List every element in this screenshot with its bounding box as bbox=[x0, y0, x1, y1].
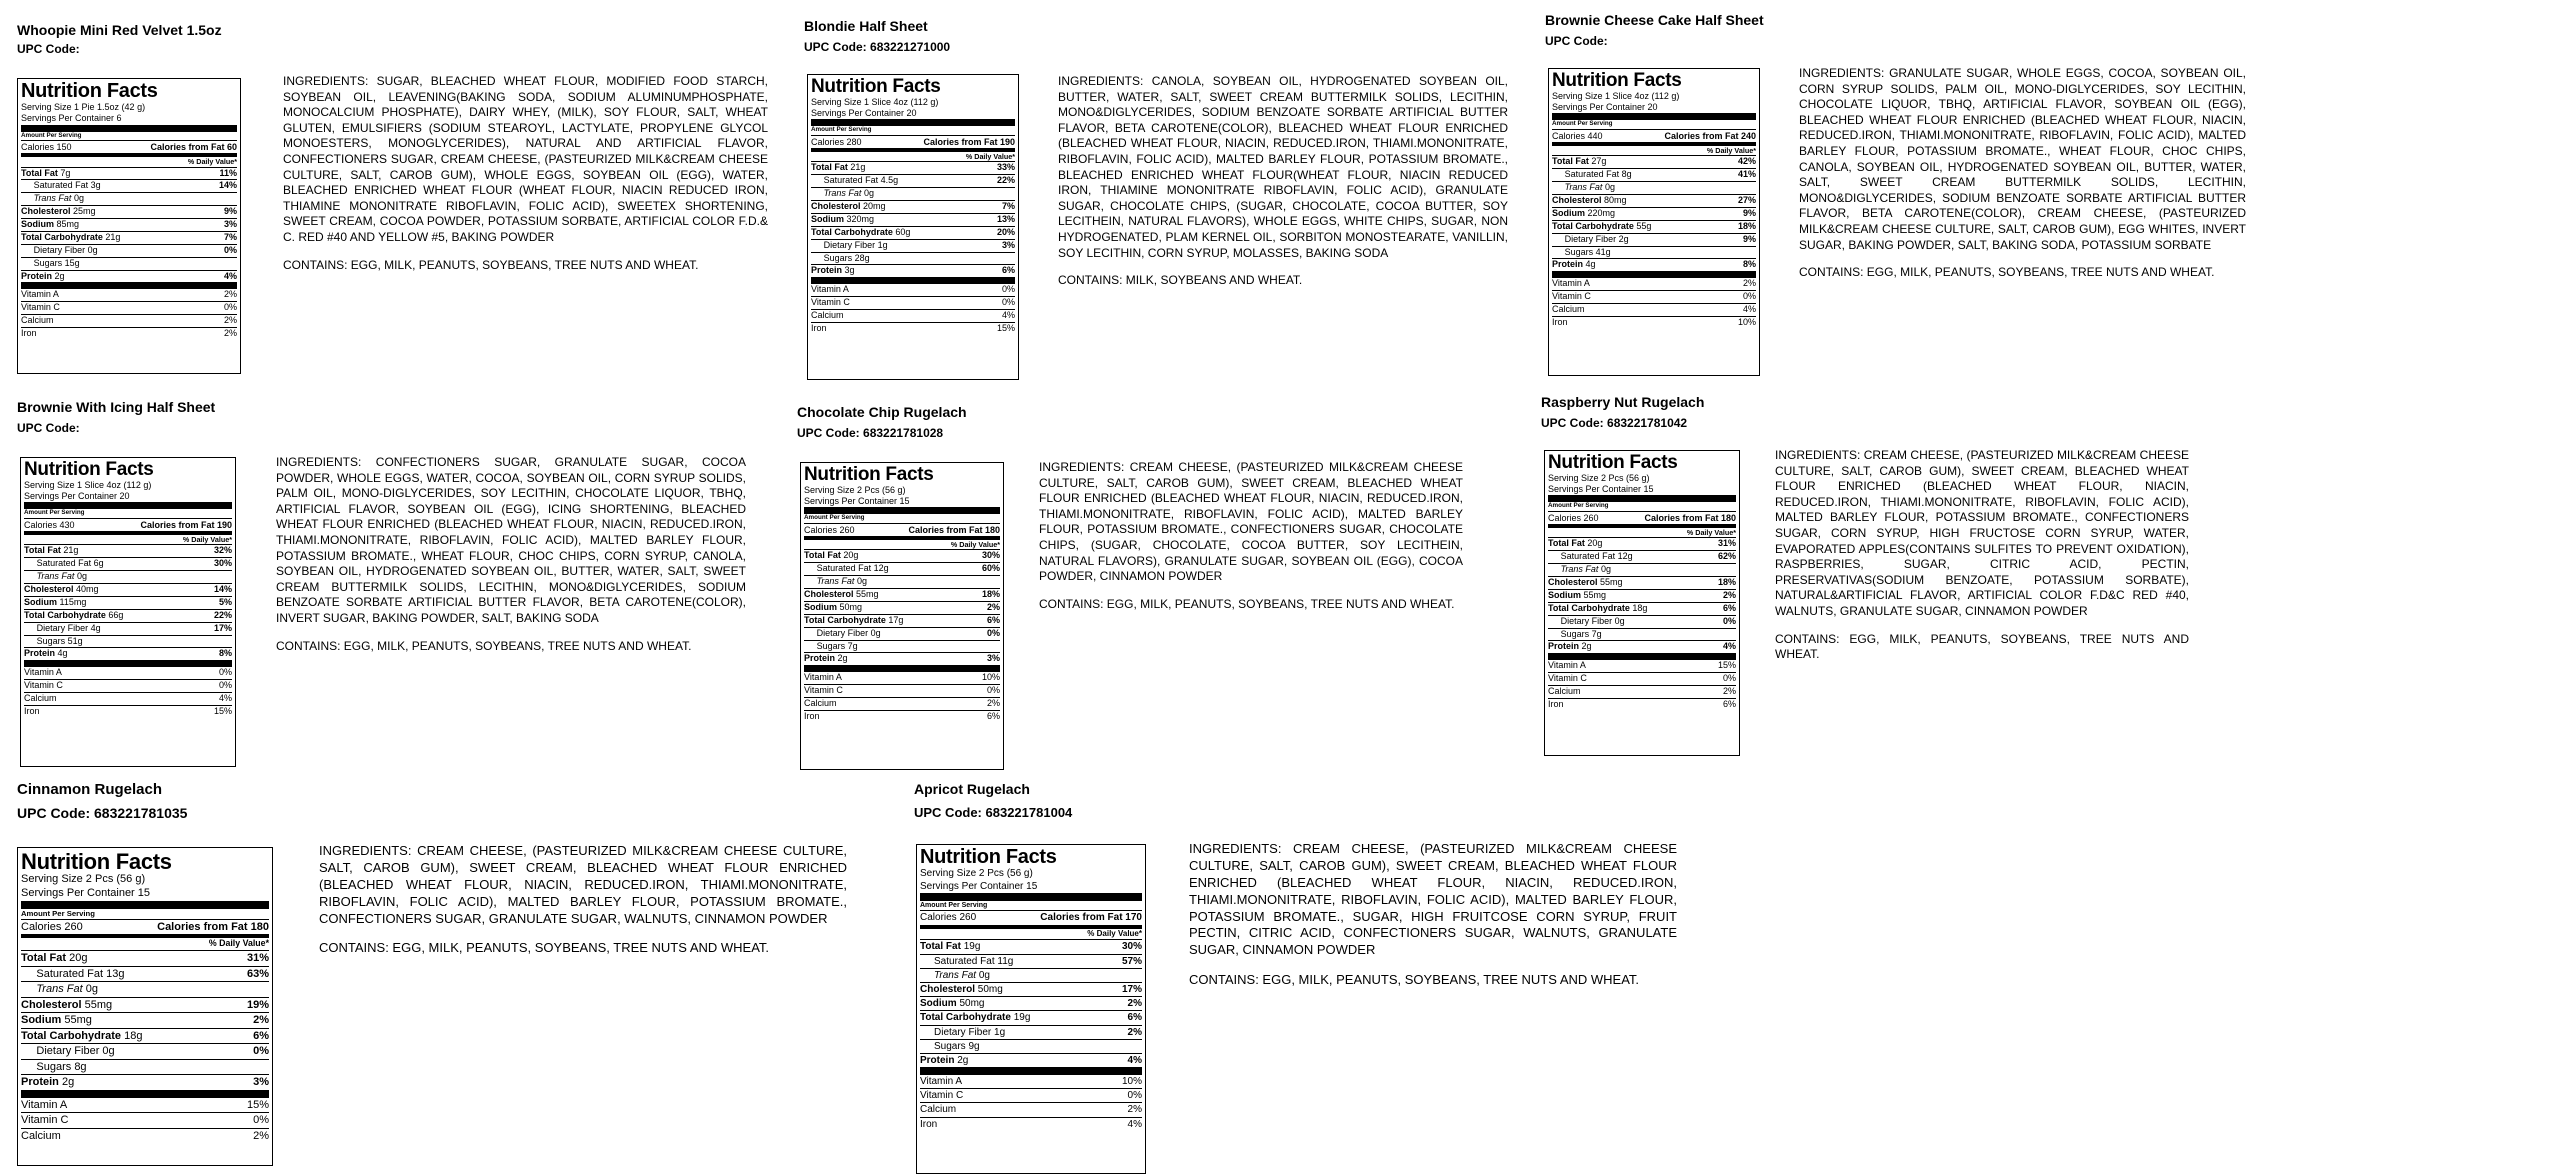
ingredients-block bbox=[283, 74, 768, 273]
nutrition-facts-panel bbox=[20, 457, 236, 767]
nutrition-facts-panel bbox=[807, 74, 1019, 380]
calories: Calories 430 bbox=[24, 519, 75, 530]
thick-rule bbox=[21, 125, 237, 132]
nutrient-row: Sugars 28g bbox=[811, 252, 1015, 265]
nutrition-facts-heading: Nutrition Facts bbox=[21, 849, 172, 874]
calories-row bbox=[24, 518, 232, 531]
calories: Calories 260 bbox=[21, 920, 83, 933]
vitamin-row: Vitamin A 2% bbox=[1552, 278, 1756, 289]
servings-per-container: Servings Per Container 15 bbox=[1548, 484, 1654, 495]
vitamin-row: Calcium 4% bbox=[24, 693, 232, 704]
daily-value-header: % Daily Value* bbox=[187, 156, 237, 166]
nutrient-row: Trans Fat 0g bbox=[1552, 181, 1756, 194]
calories-row bbox=[920, 910, 1142, 925]
nutrient-row: Saturated Fat 12g 60% bbox=[804, 562, 1000, 575]
nutrient-row: Total Fat 20g 31% bbox=[21, 952, 269, 965]
nutrient-row: Cholesterol 55mg 18% bbox=[804, 589, 1000, 600]
calories-row bbox=[21, 919, 269, 935]
nutrition-facts-panel bbox=[17, 847, 273, 1166]
product-title: Chocolate Chip Rugelach bbox=[797, 404, 967, 420]
calories-from-fat: Calories from Fat 60 bbox=[150, 141, 237, 152]
nutrition-facts-panel bbox=[916, 844, 1146, 1174]
nutrient-row: Total Carbohydrate 18g 6% bbox=[1548, 602, 1736, 613]
vitamin-row: Vitamin A 10% bbox=[804, 672, 1000, 683]
amount-per-serving: Amount Per Serving bbox=[804, 514, 865, 522]
upc-label: UPC Code: bbox=[1545, 34, 1608, 48]
nutrient-row: Sugars 9g bbox=[920, 1039, 1142, 1053]
nutrient-row: Cholesterol 55mg 19% bbox=[21, 998, 269, 1011]
calories-row bbox=[1552, 129, 1756, 142]
calories-from-fat: Calories from Fat 190 bbox=[923, 136, 1015, 147]
product-title: Apricot Rugelach bbox=[914, 781, 1030, 797]
vitamin-row: Calcium 4% bbox=[811, 310, 1015, 321]
nutrition-facts-heading: Nutrition Facts bbox=[920, 846, 1057, 868]
vitamin-row: Iron 4% bbox=[920, 1118, 1142, 1130]
daily-value-header: % Daily Value* bbox=[965, 151, 1015, 161]
nutrient-row: Dietary Fiber 2g 9% bbox=[1552, 233, 1756, 246]
servings-per-container: Servings Per Container 15 bbox=[21, 886, 151, 899]
nutrient-row: Protein 2g 4% bbox=[21, 270, 237, 281]
nutrient-row: Sugars 7g bbox=[1548, 628, 1736, 641]
nutrient-row: Protein 2g 4% bbox=[920, 1054, 1142, 1066]
vitamin-row: Calcium 2% bbox=[21, 1129, 269, 1142]
nutrient-row: Sodium 55mg 2% bbox=[1548, 589, 1736, 600]
nutrient-row: Cholesterol 20mg 7% bbox=[811, 201, 1015, 212]
nutrient-row: Protein 2g 4% bbox=[1548, 641, 1736, 652]
nutrient-row: Dietary Fiber 0g 0% bbox=[1548, 615, 1736, 628]
thick-rule bbox=[920, 893, 1142, 901]
contains-text: CONTAINS: EGG, MILK, PEANUTS, SOYBEANS, TREE NUTS AND WHEAT. bbox=[283, 257, 699, 272]
vitamin-row: Iron 15% bbox=[811, 322, 1015, 333]
thick-rule bbox=[1548, 495, 1736, 502]
nutrient-row: Saturated Fat 8g 41% bbox=[1552, 168, 1756, 181]
vitamin-row: Vitamin C 0% bbox=[804, 685, 1000, 696]
nutrient-row: Dietary Fiber 1g 2% bbox=[920, 1025, 1142, 1039]
calories: Calories 440 bbox=[1552, 130, 1603, 141]
amount-per-serving: Amount Per Serving bbox=[1552, 120, 1613, 128]
nutrient-row: Cholesterol 40mg 14% bbox=[24, 584, 232, 595]
upc-label: UPC Code: bbox=[17, 421, 80, 435]
calories-from-fat: Calories from Fat 180 bbox=[157, 920, 269, 933]
thick-rule bbox=[21, 1090, 269, 1098]
nutrient-row: Sugars 7g bbox=[804, 640, 1000, 653]
vitamin-row: Calcium 4% bbox=[1552, 304, 1756, 315]
daily-value-header: % Daily Value* bbox=[1706, 145, 1756, 155]
product-title: Brownie Cheese Cake Half Sheet bbox=[1545, 12, 1764, 28]
nutrient-row: Total Carbohydrate 19g 6% bbox=[920, 1012, 1142, 1024]
nutrient-row: Total Carbohydrate 18g 6% bbox=[21, 1029, 269, 1042]
ingredients-text: INGREDIENTS: CONFECTIONERS SUGAR, GRANULATE SUGAR, COCOA POWDER, WHOLE EGGS, WATER, COCOA, SOYBEAN OIL, CORN SYRUP SOLIDS, PALM OIL, MONO-DIGLYCERIDES, SOY LECITHIN, CHOCOLATE LIQUOR, TBHQ, ARTIFICIAL FLAVOR, SOYBEAN OIL (EGG), ICING SHORTENING, BLEACHED WHEAT FLOUR ENRICHED (BLEACHED WHEAT FLOUR, NIACIN, REDUCED.IRON, THIAMI.MONONITRATE, RIBOFLAVIN, FOLIC ACID), MALTED BARLEY FLOUR, POTASSIUM BROMATE., WHEAT FLOUR, CHOC CHIPS, CORN SYRUP, CANOLA, SOYBEAN OIL, HYDROGENATED SOYBEAN OIL, BUTTER, WATER, SALT, SWEET CREAM BUTTERMILK SOLIDS, LECITHIN, MONO&DIGLYCERIDES, SODIUM BENZOATE SORBATE ARTIFICIAL BUTTER FLAVOR, BETA CAROTENE(COLOR), INVERT SUGAR, BAKING POWDER, SALT, BAKING SODA bbox=[276, 455, 746, 625]
amount-per-serving: Amount Per Serving bbox=[24, 509, 85, 517]
vitamin-row: Vitamin C 0% bbox=[24, 680, 232, 691]
contains-text: CONTAINS: EGG, MILK, PEANUTS, SOYBEANS, TREE NUTS AND WHEAT. bbox=[1799, 265, 2215, 280]
product-title: Raspberry Nut Rugelach bbox=[1541, 394, 1705, 410]
product-title: Whoopie Mini Red Velvet 1.5oz bbox=[17, 22, 222, 38]
servings-per-container: Servings Per Container 20 bbox=[24, 491, 130, 502]
nutrient-row: Protein 4g 8% bbox=[1552, 259, 1756, 270]
daily-value-header: % Daily Value* bbox=[182, 534, 232, 544]
product-title: Cinnamon Rugelach bbox=[17, 781, 163, 798]
upc-code bbox=[914, 805, 1072, 820]
daily-value-header: % Daily Value* bbox=[950, 539, 1000, 549]
nutrient-row: Saturated Fat 3g 14% bbox=[21, 179, 237, 192]
serving-size: Serving Size 2 Pcs (56 g) bbox=[21, 873, 146, 886]
product-title: Brownie With Icing Half Sheet bbox=[17, 399, 216, 415]
nutrient-row: Total Carbohydrate 66g 22% bbox=[24, 609, 232, 620]
nutrient-row: Total Fat 21g 33% bbox=[811, 162, 1015, 173]
ingredients-text: INGREDIENTS: CREAM CHEESE, (PASTEURIZED MILK&CREAM CHEESE CULTURE, SALT, CAROB GUM), SWEET CREAM, BLEACHED WHEAT FLOUR ENRICHED (BLEACHED WHEAT FLOUR, NIACIN, REDUCED.IRON, THIAMI.MONONITRATE, RIBOFLAVIN, FOLIC ACID), MALTED BARLEY FLOUR, POTASSIUM BROMATE., SUGAR, HIGH FRUITCOSE CORN SYRUP, FRUIT PECTIN, CITRIC ACID, CONFECTIONERS SUGAR, WALNUTS, GRANULATE SUGAR, CINNAMON POWDER bbox=[1189, 841, 1677, 958]
amount-per-serving: Amount Per Serving bbox=[920, 902, 988, 909]
nutrient-row: Dietary Fiber 0g 0% bbox=[21, 244, 237, 257]
vitamin-row: Iron 10% bbox=[1552, 316, 1756, 327]
nutrient-row: Protein 4g 8% bbox=[24, 648, 232, 659]
vitamin-row: Vitamin A 10% bbox=[920, 1076, 1142, 1088]
nutrient-row: Dietary Fiber 0g 0% bbox=[804, 627, 1000, 640]
upc-value: 683221781004 bbox=[985, 805, 1073, 820]
upc-code bbox=[1541, 416, 1687, 430]
servings-per-container: Servings Per Container 20 bbox=[811, 108, 917, 119]
amount-per-serving: Amount Per Serving bbox=[811, 126, 872, 134]
vitamin-row: Vitamin C 0% bbox=[811, 297, 1015, 308]
vitamin-row: Calcium 2% bbox=[920, 1104, 1142, 1116]
calories-from-fat: Calories from Fat 240 bbox=[1664, 130, 1756, 141]
ingredients-block bbox=[1775, 448, 2189, 663]
calories: Calories 260 bbox=[1548, 512, 1599, 523]
nutrient-row: Saturated Fat 13g 63% bbox=[21, 966, 269, 982]
vitamin-row: Calcium 2% bbox=[21, 315, 237, 326]
nutrient-row: Cholesterol 80mg 27% bbox=[1552, 195, 1756, 206]
nutrient-row: Total Carbohydrate 55g 18% bbox=[1552, 220, 1756, 231]
ingredients-block bbox=[276, 455, 746, 654]
nutrient-row: Trans Fat 0g bbox=[21, 192, 237, 205]
servings-per-container: Servings Per Container 20 bbox=[1552, 102, 1658, 113]
nutrition-facts-heading: Nutrition Facts bbox=[21, 80, 158, 102]
thick-rule bbox=[24, 502, 232, 509]
product-title: Blondie Half Sheet bbox=[804, 18, 928, 34]
nutrition-facts-heading: Nutrition Facts bbox=[1552, 70, 1682, 91]
nutrient-row: Total Carbohydrate 17g 6% bbox=[804, 614, 1000, 625]
ingredients-text: INGREDIENTS: CREAM CHEESE, (PASTEURIZED MILK&CREAM CHEESE CULTURE, SALT, CAROB GUM), SWEET CREAM, BLEACHED WHEAT FLOUR ENRICHED (BLEACHED WHEAT FLOUR, NIACIN, REDUCED.IRON, THIAMI.MONONITRATE, RIBOFLAVIN, FOLIC ACID), MALTED BARLEY FLOUR, POTASSIUM BROMATE., CONFECTIONERS SUGAR, CORN SYRUP, HIGH FRUCTOSE CORN SYRUP, WATER, EVAPORATED APPLES(CONTAINS SULFITES TO PREVENT OXIDATION), RASPBERRIES, SUGAR, CITRIC ACID, PECTIN, PRESERVATIVAS(SODIUM BENZOATE, POTASSIUM SORBATE), NATURAL&ARTIFICIAL FLAVOR, ARTIFICIAL COLOR F.D&C RED #40, WALNUTS, GRANULATE SUGAR, CINNAMON POWDER bbox=[1775, 448, 2189, 618]
upc-value: 683221781042 bbox=[1607, 416, 1688, 430]
upc-code bbox=[17, 421, 80, 435]
ingredients-text: INGREDIENTS: GRANULATE SUGAR, WHOLE EGGS, COCOA, SOYBEAN OIL, CORN SYRUP SOLIDS, PALM OIL, MONO-DIGLYCERIDES, SOY LECITHIN, CHOCOLATE LIQUOR, TBHQ, ARTIFICIAL FLAVOR, SOYBEAN OIL (EGG), BLEACHED WHEAT FLOUR ENRICHED (BLEACHED WHEAT FLOUR, NIACIN, REDUCED.IRON, THIAMI.MONONITRATE, RIBOFLAVIN, FOLIC ACID), MALTED BARLEY FLOUR, POTASSIUM BROMATE., WHEAT FLOUR, CHOC CHIPS, CANOLA, SOYBEAN OIL, HYDROGENATED SOYBEAN OIL, BUTTER, WATER, SALT, SWEET CREAM BUTTERMILK SOLIDS, LECITHIN, MONO&DIGLYCERIDES, SODIUM BENZOATE SORBATE ARTIFICIAL BUTTER FLAVOR, BETA CAROTENE(COLOR), CREAM CHEESE, (PASTEURIZED MILK&CREAM CHEESE CULTURE, SALT, CAROB GUM), EGG WHITES, INVERT SUGAR, BAKING POWDER, SALT, BAKING SODA, POTASSIUM SORBATE bbox=[1799, 66, 2246, 252]
calories: Calories 280 bbox=[811, 136, 862, 147]
thick-rule bbox=[804, 665, 1000, 672]
ingredients-block bbox=[1058, 74, 1508, 289]
nutrient-row: Sodium 220mg 9% bbox=[1552, 207, 1756, 218]
daily-value-header: % Daily Value* bbox=[208, 938, 269, 949]
upc-value: 683221781028 bbox=[863, 426, 944, 440]
upc-code bbox=[17, 805, 187, 821]
nutrient-row: Protein 3g 6% bbox=[811, 265, 1015, 276]
nutrition-facts-heading: Nutrition Facts bbox=[24, 459, 154, 480]
vitamin-row: Vitamin C 0% bbox=[21, 302, 237, 313]
nutrient-row: Total Fat 19g 30% bbox=[920, 941, 1142, 953]
contains-text: CONTAINS: EGG, MILK, PEANUTS, SOYBEANS, TREE NUTS AND WHEAT. bbox=[276, 638, 692, 653]
upc-label: UPC Code: bbox=[17, 42, 80, 56]
nutrient-row: Sodium 115mg 5% bbox=[24, 596, 232, 607]
nutrient-row: Total Fat 21g 32% bbox=[24, 545, 232, 556]
ingredients-text: INGREDIENTS: SUGAR, BLEACHED WHEAT FLOUR, MODIFIED FOOD STARCH, SOYBEAN OIL, LEAVENING(BAKING SODA, SODIUM ALUMINUMPHOSPHATE, MONOCALCIUM PHOSPHATE), DAIRY WHEY, (MILK), SOY FLOUR, SALT, WHEAT GLUTEN, EMULSIFIERS (SODIUM STEAROYL, LACTYLATE, PROPYLENE GLYCOL MONOESTERS, MONOGLYCERIDES), NATURAL AND ARTIFICIAL FLAVOR, CONFECTIONERS SUGAR, CREAM CHEESE, (PASTEURIZED MILK&CREAM CHEESE CULTURE, SALT, CAROB GUM), WHOLE EGGS, SOYBEAN OIL (EGG), WATER, BLEACHED ENRICHED WHEAT FLOUR (WHEAT FLOUR, NIACIN REDUCED IRON, THIAMINE MONONITRATE RIBOFLAVIN, FOLIC ACID), SWEETEX SHORTENING, SWEET CREAM, COCOA POWDER, POTASSIUM SORBATE, ARTIFICIAL COLOR F.D.& C. RED #40 AND YELLOW #5, BAKING POWDER bbox=[283, 74, 768, 244]
nutrient-row: Cholesterol 50mg 17% bbox=[920, 983, 1142, 995]
calories-row bbox=[811, 135, 1015, 148]
vitamin-row: Vitamin A 0% bbox=[24, 667, 232, 678]
nutrition-facts-panel bbox=[1548, 68, 1760, 376]
thick-rule bbox=[804, 507, 1000, 514]
contains-text: CONTAINS: EGG, MILK, PEANUTS, SOYBEANS, TREE NUTS AND WHEAT. bbox=[1775, 631, 2189, 662]
vitamin-row: Vitamin A 15% bbox=[21, 1098, 269, 1111]
nutrient-row: Protein 2g 3% bbox=[804, 653, 1000, 664]
nutrient-row: Sugars 15g bbox=[21, 257, 237, 270]
vitamin-row: Vitamin C 0% bbox=[920, 1090, 1142, 1102]
nutrient-row: Trans Fat 0g bbox=[920, 968, 1142, 982]
calories-from-fat: Calories from Fat 170 bbox=[1040, 912, 1142, 924]
thick-rule bbox=[811, 277, 1015, 284]
nutrient-row: Saturated Fat 12g 62% bbox=[1548, 550, 1736, 563]
upc-label: UPC Code: bbox=[914, 805, 982, 820]
nutrient-row: Dietary Fiber 4g 17% bbox=[24, 622, 232, 635]
daily-value-header: % Daily Value* bbox=[1686, 527, 1736, 537]
ingredients-text: INGREDIENTS: CREAM CHEESE, (PASTEURIZED MILK&CREAM CHEESE CULTURE, SALT, CAROB GUM), SWEET CREAM, BLEACHED WHEAT FLOUR ENRICHED (BLEACHED WHEAT FLOUR, NIACIN, REDUCED.IRON, THIAMI.MONONITRATE, RIBOFLAVIN, FOLIC ACID), MALTED BARLEY FLOUR, POTASSIUM BROMATE., CONFECTIONERS SUGAR, GRANULATE SUGAR, WALNUTS, CINNAMON POWDER bbox=[319, 843, 847, 926]
nutrient-row: Sodium 55mg 2% bbox=[21, 1014, 269, 1027]
nutrition-facts-heading: Nutrition Facts bbox=[811, 76, 941, 97]
nutrient-row: Total Carbohydrate 60g 20% bbox=[811, 226, 1015, 237]
serving-size: Serving Size 1 Slice 4oz (112 g) bbox=[1552, 90, 1680, 101]
upc-code bbox=[804, 40, 950, 54]
servings-per-container: Servings Per Container 6 bbox=[21, 113, 122, 124]
ingredients-block bbox=[319, 843, 847, 957]
vitamin-row: Vitamin C 0% bbox=[1552, 291, 1756, 302]
serving-size: Serving Size 1 Pie 1.5oz (42 g) bbox=[21, 102, 146, 112]
nutrient-row: Sodium 50mg 2% bbox=[804, 601, 1000, 612]
contains-text: CONTAINS: EGG, MILK, PEANUTS, SOYBEANS, TREE NUTS AND WHEAT. bbox=[1039, 596, 1455, 611]
nutrient-row: Sodium 85mg 3% bbox=[21, 219, 237, 230]
nutrient-row: Saturated Fat 6g 30% bbox=[24, 557, 232, 570]
ingredients-text: INGREDIENTS: CANOLA, SOYBEAN OIL, HYDROGENATED SOYBEAN OIL, BUTTER, WATER, SALT, SWEET CREAM BUTTERMILK SOLIDS, LECITHIN, MONO&DIGLYCERIDES, SODIUM BENZOATE SORBATE ARTIFICIAL BUTTER FLAVOR, BETA CAROTENE(COLOR), BLEACHED WHEAT FLOUR ENRICHED (BLEACHED WHEAT FLOUR, NIACIN, REDUCED.IRON, THIAMI.MONONITRATE, RIBOFLAVIN, FOLIC ACID), MALTED BARLEY FLOUR, POTASSIUM BROMATE., BLEACHED ENRICHED WHEAT FLOUR(WHEAT FLOUR, NIACIN REDUCED IRON, THIAMINE MONONITRATE RIBOFLAVIN, FOLIC ACID), GRANULATE SUGAR, CHOCOLATE CHIPS, (SUGAR, CHOCOLATE, COCOA BUTTER, SOY LECITHEIN, NATURAL FLAVORS), WHOLE EGGS, WHITE CHIPS, SUGAR, NON HYDROGENATED, PLAM KERNEL OIL, SORBITON MONOSTEARATE, VANILLIN, SOY LECITHIN, CORN SYRUP, MOLASSES, BAKING SODA bbox=[1058, 74, 1508, 260]
calories-from-fat: Calories from Fat 190 bbox=[140, 519, 232, 530]
upc-code bbox=[1545, 34, 1608, 48]
thick-rule bbox=[811, 119, 1015, 126]
serving-size: Serving Size 2 Pcs (56 g) bbox=[804, 484, 906, 495]
nutrient-row: Trans Fat 0g bbox=[21, 981, 269, 997]
thick-rule bbox=[21, 282, 237, 289]
contains-text: CONTAINS: MILK, SOYBEANS AND WHEAT. bbox=[1058, 273, 1303, 288]
nutrient-row: Saturated Fat 11g 57% bbox=[920, 954, 1142, 968]
vitamin-row: Calcium 2% bbox=[804, 698, 1000, 709]
upc-label: UPC Code: bbox=[17, 805, 91, 821]
amount-per-serving: Amount Per Serving bbox=[21, 908, 95, 918]
serving-size: Serving Size 2 Pcs (56 g) bbox=[920, 868, 1033, 879]
contains-text: CONTAINS: EGG, MILK, PEANUTS, SOYBEANS, TREE NUTS AND WHEAT. bbox=[319, 940, 770, 956]
thick-rule bbox=[1552, 113, 1756, 120]
vitamin-row: Vitamin A 15% bbox=[1548, 660, 1736, 671]
nutrient-row: Dietary Fiber 0g 0% bbox=[21, 1043, 269, 1059]
nutrient-row: Sodium 50mg 2% bbox=[920, 998, 1142, 1010]
nutrient-row: Sugars 51g bbox=[24, 635, 232, 648]
calories: Calories 150 bbox=[21, 141, 72, 152]
nutrient-row: Dietary Fiber 1g 3% bbox=[811, 239, 1015, 252]
servings-per-container: Servings Per Container 15 bbox=[804, 496, 910, 507]
serving-size: Serving Size 2 Pcs (56 g) bbox=[1548, 472, 1650, 483]
nutrient-row: Cholesterol 55mg 18% bbox=[1548, 577, 1736, 588]
vitamin-row: Iron 6% bbox=[804, 710, 1000, 721]
upc-value: 683221271000 bbox=[870, 40, 951, 54]
nutrition-facts-heading: Nutrition Facts bbox=[804, 464, 934, 485]
calories: Calories 260 bbox=[920, 912, 977, 924]
ingredients-block bbox=[1189, 841, 1677, 989]
nutrient-row: Trans Fat 0g bbox=[1548, 563, 1736, 576]
nutrient-row: Trans Fat 0g bbox=[24, 570, 232, 583]
nutrition-facts-panel bbox=[17, 78, 241, 374]
nutrient-row: Trans Fat 0g bbox=[804, 575, 1000, 588]
nutrition-facts-panel bbox=[800, 462, 1004, 770]
vitamin-row: Vitamin A 2% bbox=[21, 289, 237, 300]
upc-code bbox=[17, 42, 80, 56]
nutrient-row: Total Carbohydrate 21g 7% bbox=[21, 231, 237, 242]
amount-per-serving: Amount Per Serving bbox=[21, 131, 82, 139]
vitamin-row: Iron 15% bbox=[24, 705, 232, 716]
calories-row bbox=[21, 140, 237, 153]
nutrition-facts-panel bbox=[1544, 450, 1740, 756]
vitamin-row: Iron 2% bbox=[21, 328, 237, 339]
nutrient-row: Total Fat 27g 42% bbox=[1552, 156, 1756, 167]
contains-text: CONTAINS: EGG, MILK, PEANUTS, SOYBEANS, TREE NUTS AND WHEAT. bbox=[1189, 972, 1640, 988]
upc-label: UPC Code: bbox=[797, 426, 860, 440]
vitamin-row: Vitamin C 0% bbox=[21, 1114, 269, 1127]
upc-label: UPC Code: bbox=[1541, 416, 1604, 430]
ingredients-block bbox=[1799, 66, 2246, 281]
nutrient-row: Cholesterol 25mg 9% bbox=[21, 206, 237, 217]
serving-size: Serving Size 1 Slice 4oz (112 g) bbox=[24, 479, 152, 490]
amount-per-serving: Amount Per Serving bbox=[1548, 502, 1609, 510]
calories-from-fat: Calories from Fat 180 bbox=[908, 524, 1000, 535]
daily-value-header: % Daily Value* bbox=[1087, 928, 1142, 938]
upc-value: 683221781035 bbox=[94, 805, 188, 821]
nutrient-row: Total Fat 20g 30% bbox=[804, 550, 1000, 561]
calories-from-fat: Calories from Fat 180 bbox=[1644, 512, 1736, 523]
nutrient-row: Sugars 41g bbox=[1552, 246, 1756, 259]
thick-rule bbox=[24, 660, 232, 667]
nutrient-row: Sugars 8g bbox=[21, 1059, 269, 1075]
nutrient-row: Trans Fat 0g bbox=[811, 187, 1015, 200]
nutrient-row: Total Fat 7g 11% bbox=[21, 167, 237, 178]
upc-label: UPC Code: bbox=[804, 40, 867, 54]
nutrient-row: Total Fat 20g 31% bbox=[1548, 538, 1736, 549]
upc-code bbox=[797, 426, 943, 440]
vitamin-row: Vitamin C 0% bbox=[1548, 673, 1736, 684]
vitamin-row: Iron 6% bbox=[1548, 698, 1736, 709]
nutrient-row: Sodium 320mg 13% bbox=[811, 213, 1015, 224]
ingredients-block bbox=[1039, 460, 1463, 612]
nutrient-row: Protein 2g 3% bbox=[21, 1076, 269, 1089]
ingredients-text: INGREDIENTS: CREAM CHEESE, (PASTEURIZED MILK&CREAM CHEESE CULTURE, SALT, CAROB GUM), SWEET CREAM, BLEACHED WHEAT FLOUR ENRICHED (BLEACHED WHEAT FLOUR, NIACIN, REDUCED.IRON, THIAMI.MONONITRATE, RIBOFLAVIN, FOLIC ACID), MALTED BARLEY FLOUR, POTASSIUM BROMATE., CONFECTIONERS SUGAR, CHOCOLATE CHIPS, (SUGAR, CHOCOLATE, COCOA BUTTER, SOY LECITHEIN, NATURAL FLAVORS), GRANULATE SUGAR, SOYBEAN OIL (EGG), COCOA POWDER, CINNAMON POWDER bbox=[1039, 460, 1463, 584]
thick-rule bbox=[1552, 271, 1756, 278]
thick-rule bbox=[21, 901, 269, 909]
calories: Calories 260 bbox=[804, 524, 855, 535]
serving-size: Serving Size 1 Slice 4oz (112 g) bbox=[811, 96, 939, 107]
thick-rule bbox=[1548, 653, 1736, 660]
vitamin-row: Vitamin A 0% bbox=[811, 284, 1015, 295]
calories-row bbox=[1548, 511, 1736, 524]
servings-per-container: Servings Per Container 15 bbox=[920, 880, 1038, 892]
vitamin-row: Calcium 2% bbox=[1548, 686, 1736, 697]
calories-row bbox=[804, 523, 1000, 536]
nutrition-facts-heading: Nutrition Facts bbox=[1548, 452, 1678, 473]
thick-rule bbox=[920, 1067, 1142, 1075]
nutrient-row: Saturated Fat 4.5g 22% bbox=[811, 174, 1015, 187]
